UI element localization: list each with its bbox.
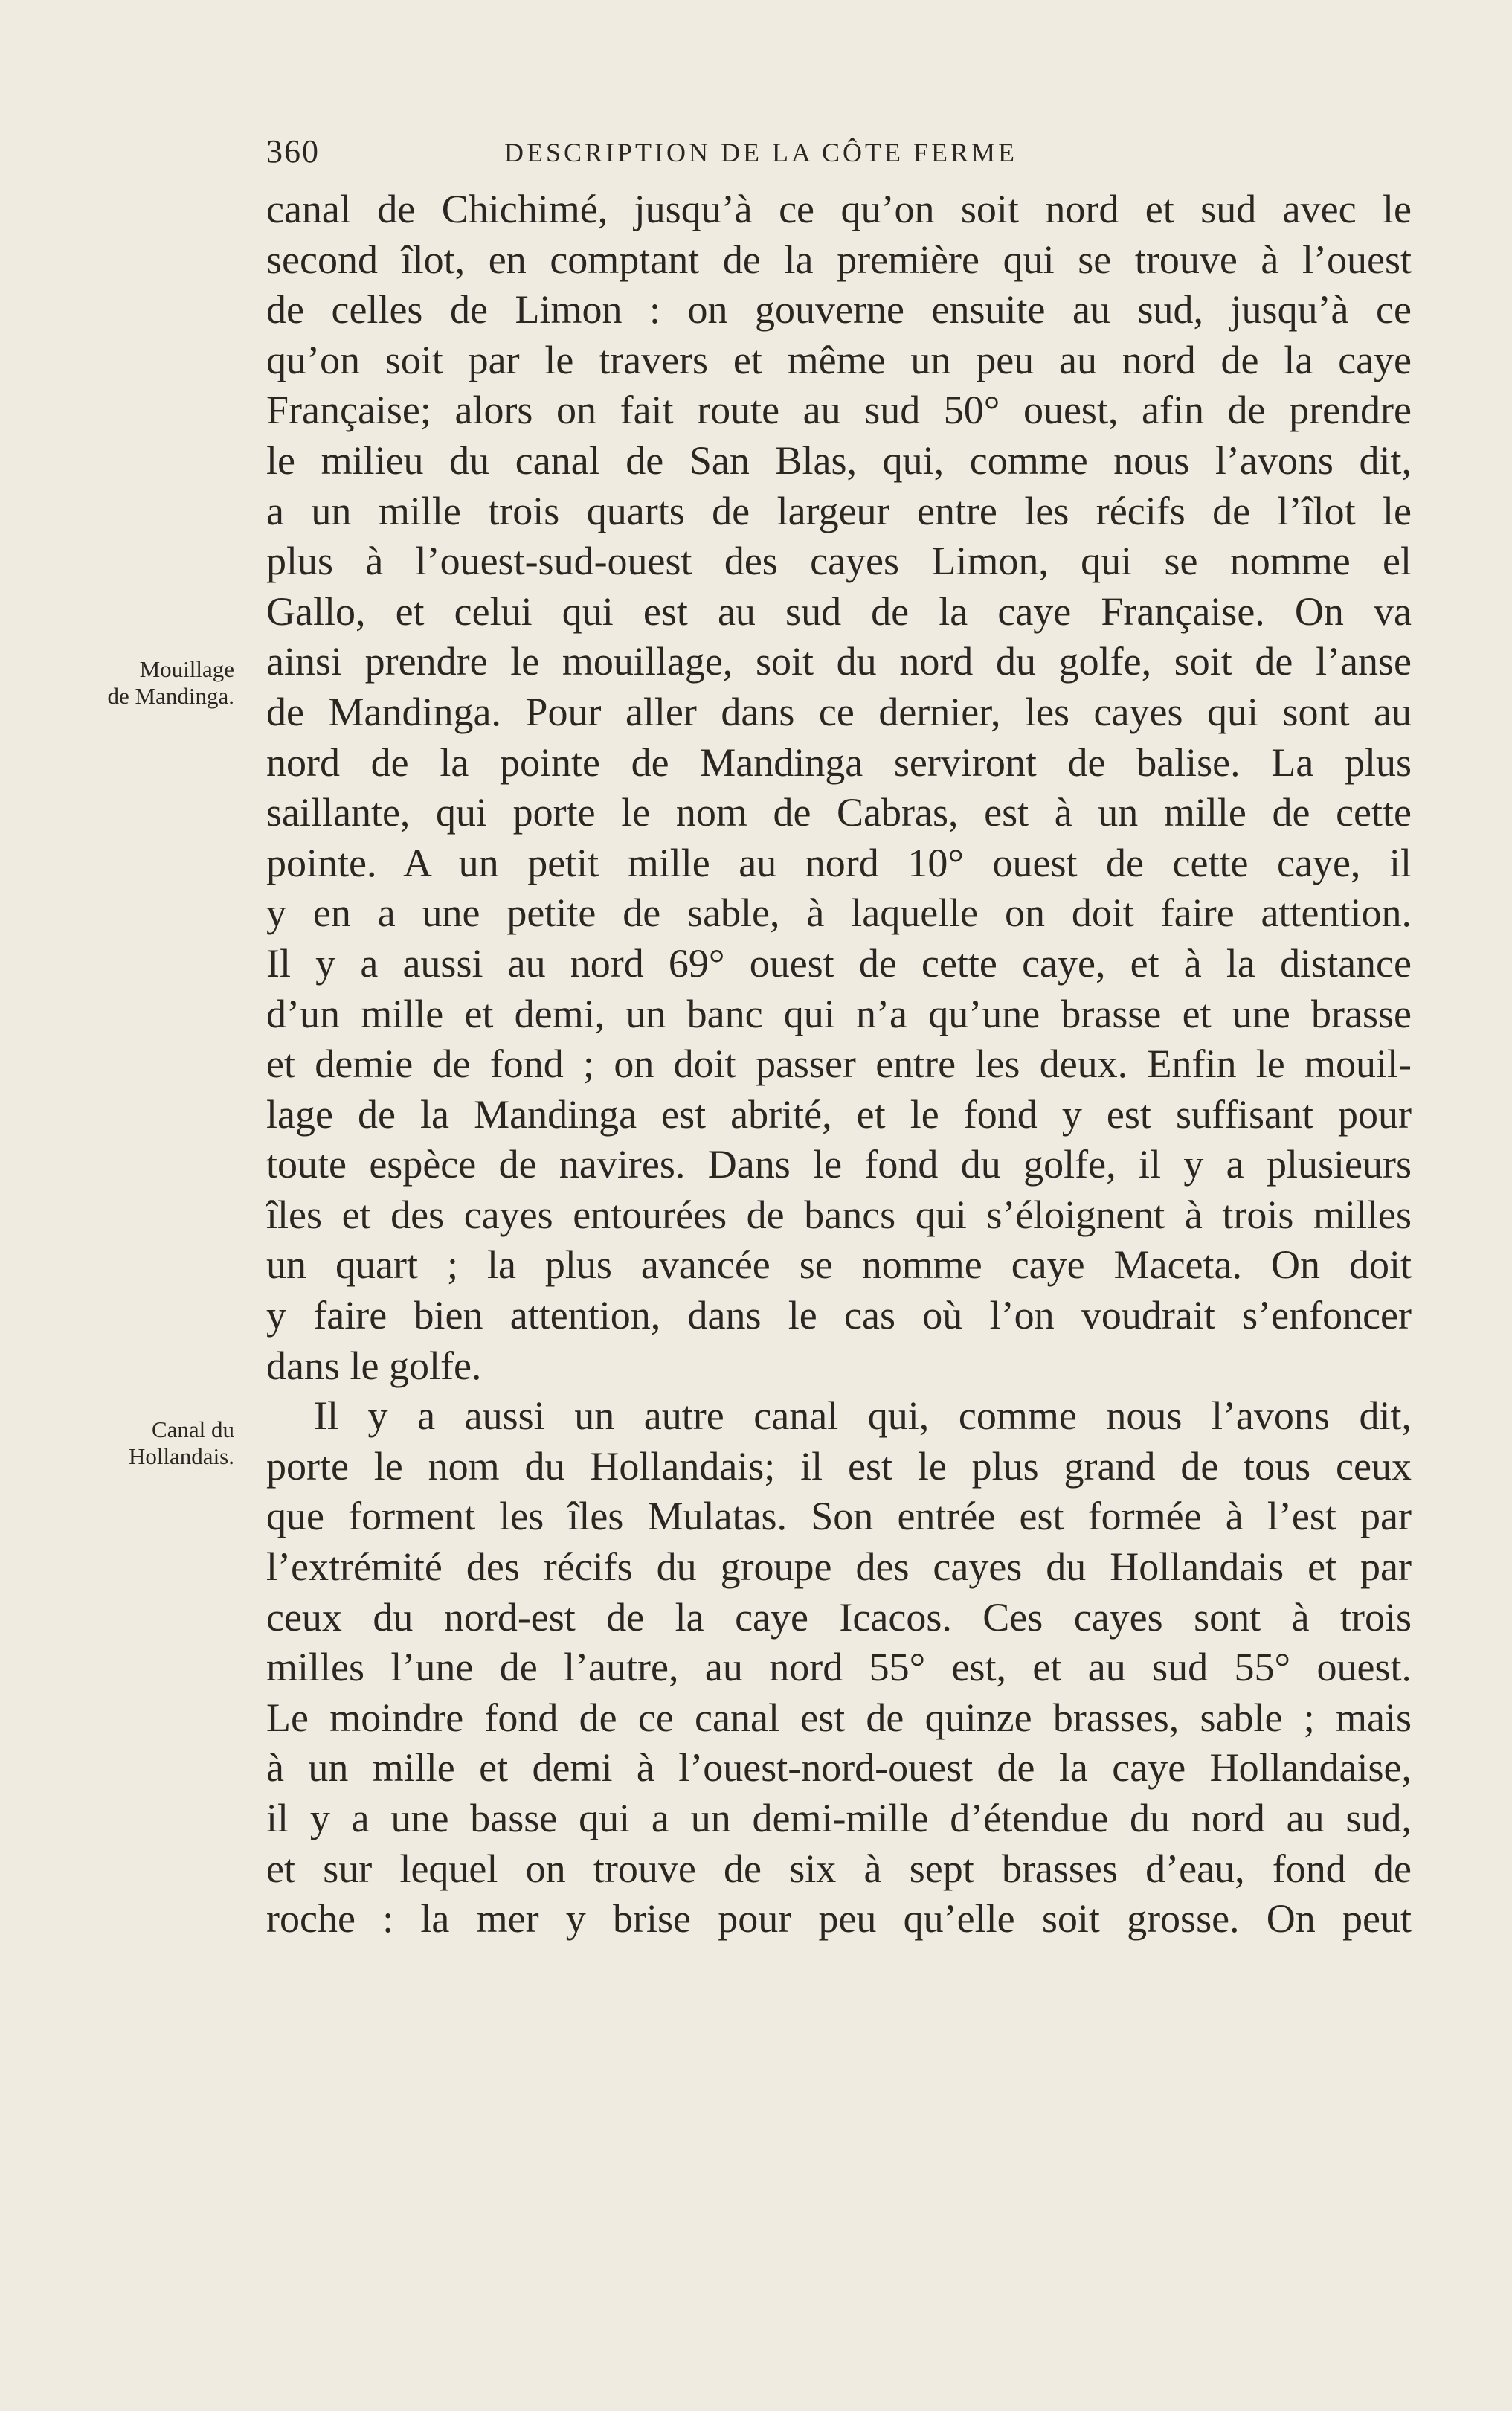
text-line: Française; alors on fait route au sud 50° ouest, afin de prendre — [266, 388, 1412, 433]
running-head — [266, 132, 1188, 174]
text-line: d’un mille et demi, un banc qui n’a qu’une brasse et une brasse — [266, 991, 1412, 1036]
text-line: et sur lequel on trouve de six à sept brasses d’eau, fond de — [266, 1846, 1412, 1891]
page-number: 360 — [266, 133, 320, 170]
text-line: y faire bien attention, dans le cas où l’on voudrait s’enfoncer — [266, 1293, 1412, 1338]
text-line: Il y a aussi au nord 69° ouest de cette caye, et à la distance — [266, 940, 1412, 986]
text-line: de Mandinga. Pour aller dans ce dernier, les cayes qui sont au — [266, 689, 1412, 734]
text-line: dans le golfe. — [266, 1343, 482, 1388]
text-line: a un mille trois quarts de largeur entre les récifs de l’îlot le — [266, 488, 1412, 533]
text-line: Gallo, et celui qui est au sud de la caye Française. On va — [266, 588, 1412, 634]
text-line: nord de la pointe de Mandinga serviront de balise. La plus — [266, 739, 1412, 785]
text-line: canal de Chichimé, jusqu’à ce qu’on soit nord et sud avec le — [266, 187, 1412, 231]
text-line: Le moindre fond de ce canal est de quinze brasses, sable ; mais — [266, 1695, 1412, 1740]
text-line: îles et des cayes entourées de bancs qui s’éloignent à trois milles — [266, 1192, 1412, 1237]
text-line: lage de la Mandinga est abrité, et le fond y est suffisant pour — [266, 1091, 1412, 1137]
text-line: plus à l’ouest-sud-ouest des cayes Limon, qui se nomme el — [266, 539, 1412, 584]
text-line: de celles de Limon : on gouverne ensuite au sud, jusqu’à ce — [266, 287, 1412, 333]
margin-note-line: Canal du — [151, 1416, 234, 1442]
running-title: DESCRIPTION DE LA CÔTE FERME — [504, 138, 1018, 167]
text-line: toute espèce de navires. Dans le fond du golfe, il y a plusieurs — [266, 1142, 1412, 1187]
body-text — [266, 184, 1412, 1945]
text-line: Il y a aussi un autre canal qui, comme nous l’avons dit, — [314, 1393, 1412, 1439]
text-line: saillante, qui porte le nom de Cabras, est à un mille de cette — [266, 790, 1412, 835]
margin-note-line: Hollandais. — [128, 1443, 234, 1469]
text-line: le milieu du canal de San Blas, qui, comme nous l’avons dit, — [266, 437, 1412, 483]
text-line: y en a une petite de sable, à laquelle on doit faire attention. — [266, 890, 1412, 936]
margin-note-line: de Mandinga. — [107, 683, 234, 709]
text-line: à un mille et demi à l’ouest-nord-ouest de la caye Hollandaise, — [266, 1745, 1412, 1791]
text-line: il y a une basse qui a un demi-mille d’étendue du nord au sud, — [266, 1796, 1412, 1840]
text-line: un quart ; la plus avancée se nomme caye Maceta. On doit — [266, 1242, 1412, 1288]
text-line: l’extrémité des récifs du groupe des cayes du Hollandais et par — [266, 1544, 1412, 1590]
text-line: ainsi prendre le mouillage, soit du nord du golfe, soit de l’anse — [266, 639, 1412, 684]
text-line: porte le nom du Hollandais; il est le plus grand de tous ceux — [266, 1443, 1412, 1489]
margin-note-mouillage — [26, 656, 234, 710]
text-line: pointe. A un petit mille au nord 10° ouest de cette caye, il — [266, 840, 1412, 885]
text-line: et demie de fond ; on doit passer entre les deux. Enfin le mouil- — [266, 1041, 1412, 1087]
text-line: que forment les îles Mulatas. Son entrée est formée à l’est par — [266, 1494, 1412, 1539]
text-line: second îlot, en comptant de la première qui se trouve à l’ouest — [266, 237, 1412, 282]
text-line: milles l’une de l’autre, au nord 55° est, et au sud 55° ouest. — [266, 1645, 1412, 1690]
text-line: qu’on soit par le travers et même un peu au nord de la caye — [266, 337, 1412, 382]
margin-note-canal — [26, 1416, 234, 1470]
text-line: ceux du nord-est de la caye Icacos. Ces cayes sont à trois — [266, 1594, 1412, 1640]
text-line: roche : la mer y brise pour peu qu’elle soit grosse. On peut — [266, 1896, 1412, 1942]
margin-note-line: Mouillage — [139, 656, 234, 682]
